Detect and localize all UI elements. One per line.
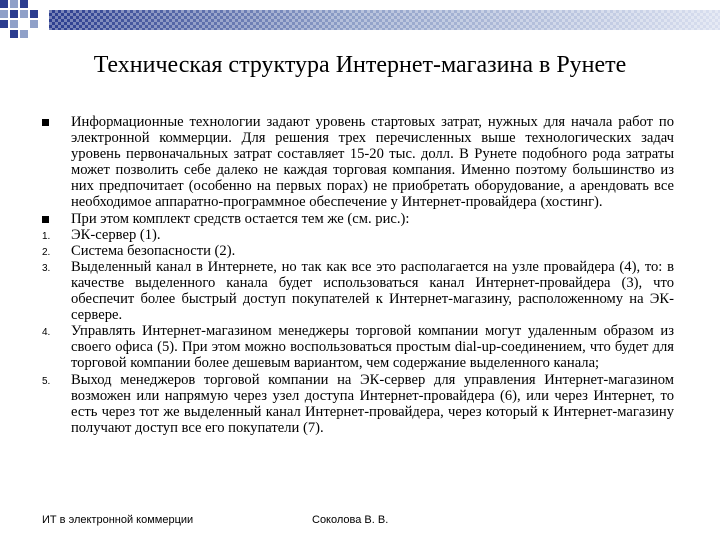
- list-item-text: Выход менеджеров торговой компании на ЭК-сервер для управления Интернет-магазином возможен или напрямую через узел доступа Интернет-провайдера (6), или через Интернет, то есть через тот же выделенный канал Интернет-провайдера, через который к Интернет-магазину получают доступ все его покупатели (7).: [71, 371, 674, 436]
- footer-author: Соколова В. В.: [312, 514, 389, 526]
- list-number: 5.: [42, 375, 51, 387]
- decor-square: [10, 30, 18, 38]
- footer-course-name: ИТ в электронной коммерции: [42, 514, 194, 526]
- list-item-text: При этом комплект средств остается тем же (см. рис.):: [71, 210, 410, 227]
- list-item: [42, 114, 674, 211]
- decor-square: [10, 10, 18, 18]
- decor-square: [0, 0, 8, 8]
- list-item: [42, 211, 674, 227]
- decor-square: [30, 20, 38, 28]
- list-item-text: Выделенный канал в Интернете, но так как все это располагается на узле провайдера (4), то: в качестве выделенного канала будет использоваться канал Интернет-провайдера (3), что обеспечит более быстрый доступ покупателей к Интернет-магазину, расположенному на ЭК-сервере.: [71, 258, 674, 324]
- list-item-text: Система безопасности (2).: [71, 242, 236, 259]
- slide-body: [42, 114, 674, 436]
- bullet-square-icon: [42, 119, 49, 126]
- list-item: [42, 372, 674, 436]
- header-stripe-decoration: [49, 10, 720, 30]
- list-item: [42, 243, 674, 259]
- list-item: [42, 259, 674, 323]
- decor-square: [0, 20, 8, 28]
- list-item-text: ЭК-сервер (1).: [71, 226, 161, 243]
- list-item: [42, 227, 674, 243]
- decor-square: [20, 10, 28, 18]
- bullet-square-icon: [42, 216, 49, 223]
- list-number: 1.: [42, 230, 51, 242]
- list-item-text: Управлять Интернет-магазином менеджеры торговой компании могут удаленным образом из своего офиса (5). При этом можно воспользоваться простым dial-up-соединением, что будет для торговой компании более дешевым вариантом, чем содержание выделенного канала;: [71, 323, 674, 372]
- list-item: [42, 323, 674, 371]
- slide-title: Техническая структура Интернет-магазина в Рунете: [93, 52, 627, 78]
- decor-square: [30, 10, 38, 18]
- list-item-text: Информационные технологии задают уровень стартовых затрат, нужных для начала работ по электронной коммерции. Для решения трех перечисленных выше технологических задач уровень первоначальных затрат составляет 15-20 тыс. долл. В Рунете подобного рода затраты может позволить себе далеко не каждая торговая компания. Именно поэтому большинство из них предпочитает (особенно на первых порах) не приобретать оборудование, а арендовать все необходимое аппаратно-программное обеспечение у Интернет-провайдера (хостинг).: [71, 114, 674, 211]
- list-number: 3.: [42, 262, 51, 274]
- corner-squares-decoration: [0, 0, 48, 48]
- decor-square: [0, 10, 8, 18]
- list-number: 2.: [42, 246, 51, 258]
- decor-square: [20, 0, 28, 8]
- list-number: 4.: [42, 327, 51, 339]
- decor-square: [20, 30, 28, 38]
- decor-square: [10, 0, 18, 8]
- decor-square: [10, 20, 18, 28]
